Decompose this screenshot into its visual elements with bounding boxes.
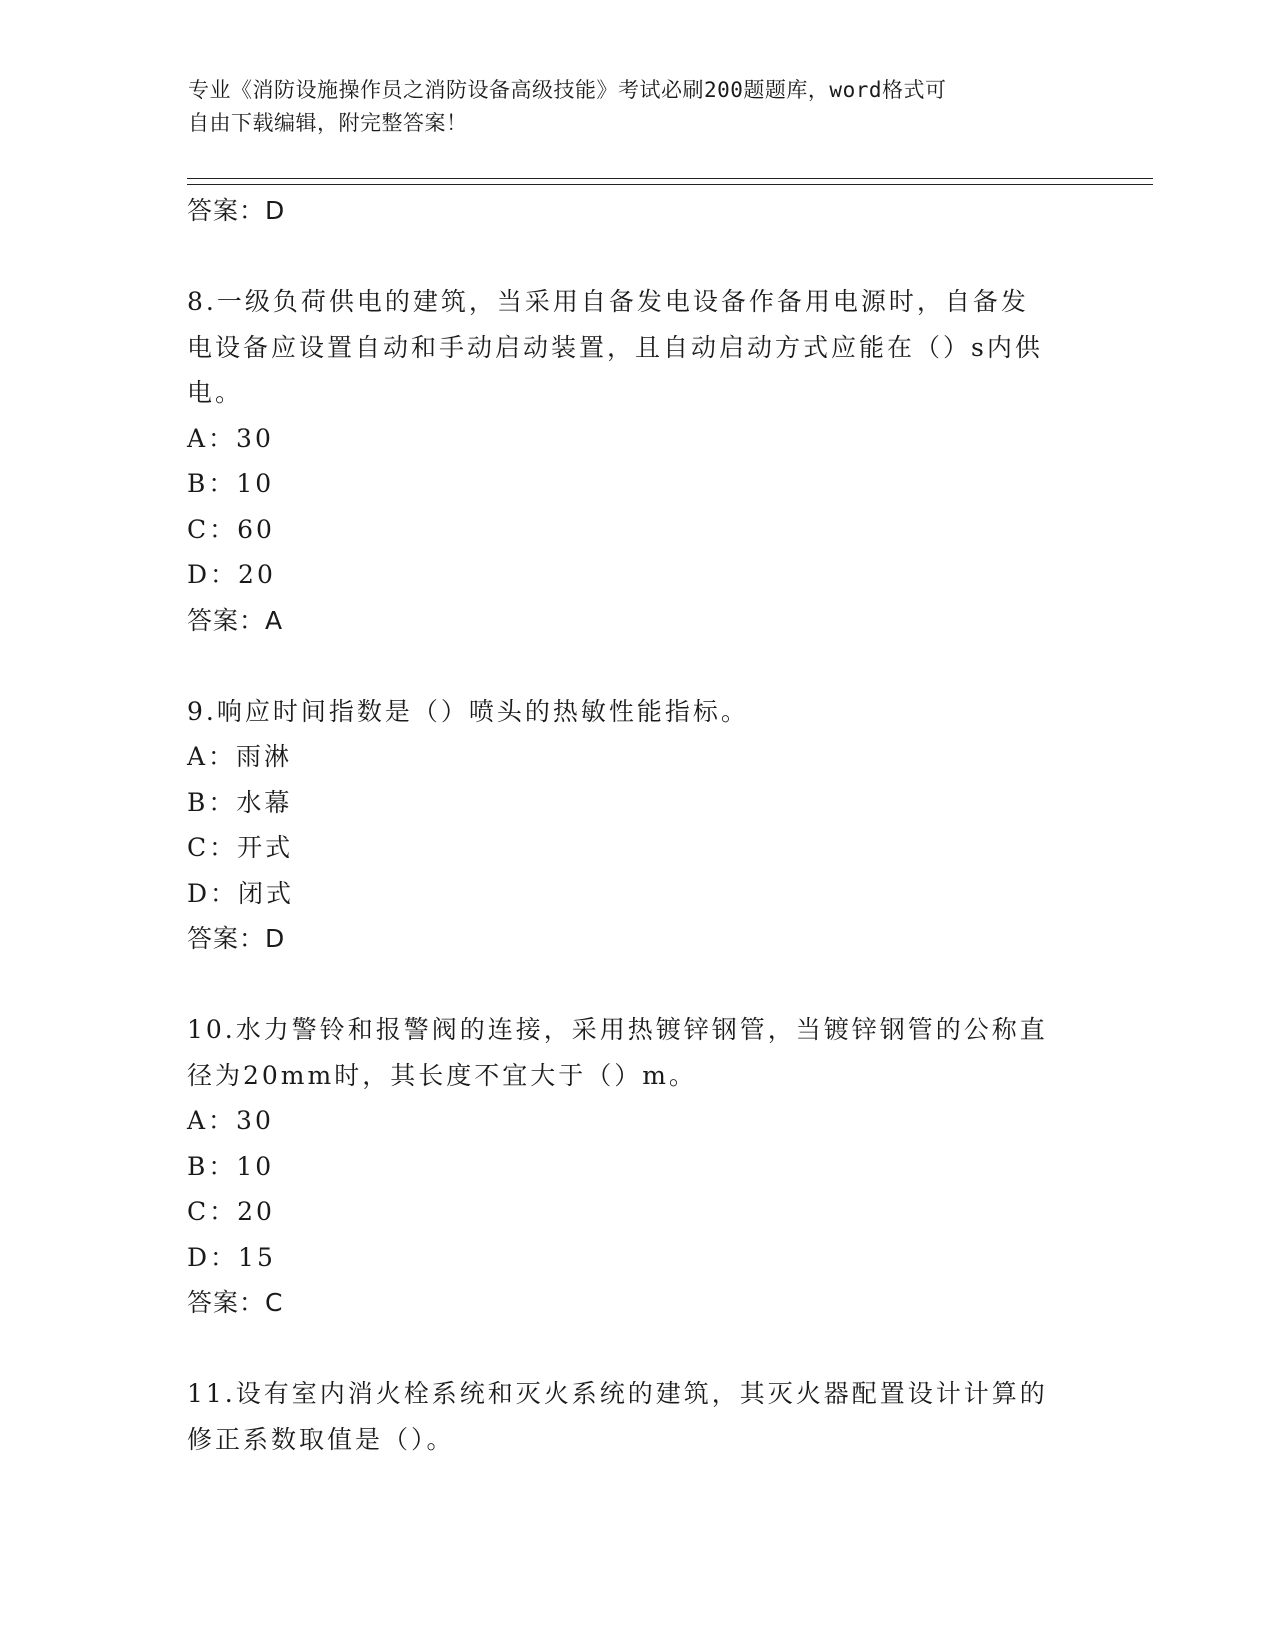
option-d: D：20 [187, 560, 276, 589]
option-a: A：雨淋 [187, 742, 293, 771]
spacer [187, 234, 1087, 280]
spacer [187, 962, 1087, 1008]
option-d: D：15 [187, 1242, 276, 1272]
question-11 [187, 1371, 1087, 1462]
header-title-line-1: 专业《消防设施操作员之消防设备高级技能》考试必刷200题题库，word格式可 [188, 78, 947, 102]
question-text: 9.响应时间指数是（）喷头的热敏性能指标。 [187, 696, 749, 726]
option-a: A：30 [187, 423, 274, 453]
question-9 [187, 689, 1087, 962]
header-title-line-2: 自由下载编辑，附完整答案！ [188, 111, 468, 135]
answer-line: 答案：D [187, 196, 286, 225]
question-text: 电设备应设置自动和手动启动装置，且自动启动方式应能在（）s内供 [187, 332, 1043, 362]
page-header [188, 74, 1088, 140]
option-b: B：10 [187, 1151, 275, 1181]
option-d: D：闭式 [187, 878, 295, 908]
document-body [187, 188, 1087, 1462]
answer-line: 答案：D [187, 924, 286, 953]
question-8 [187, 279, 1087, 643]
option-c: C：20 [187, 1197, 275, 1226]
option-a: A：30 [187, 1106, 274, 1135]
question-text: 修正系数取值是（）。 [187, 1424, 455, 1454]
option-c: C：60 [187, 514, 275, 544]
header-divider [187, 178, 1153, 185]
option-b: B：水幕 [187, 787, 293, 817]
question-text: 径为20mm时，其长度不宜大于（）m。 [187, 1060, 697, 1090]
answer-line: 答案：C [187, 1288, 284, 1317]
question-text: 10.水力警铃和报警阀的连接，采用热镀锌钢管，当镀锌钢管的公称直 [187, 1015, 1048, 1044]
question-text: 电。 [187, 378, 244, 407]
spacer [187, 643, 1087, 689]
question-text: 8.一级负荷供电的建筑，当采用自备发电设备作备用电源时，自备发 [187, 287, 1029, 316]
option-b: B：10 [187, 469, 275, 498]
option-c: C：开式 [187, 833, 294, 862]
answer-line: 答案：A [187, 605, 284, 635]
spacer [187, 1326, 1087, 1372]
question-10 [187, 1007, 1087, 1326]
question-text: 11.设有室内消火栓系统和灭火系统的建筑，其灭火器配置设计计算的 [187, 1379, 1048, 1408]
